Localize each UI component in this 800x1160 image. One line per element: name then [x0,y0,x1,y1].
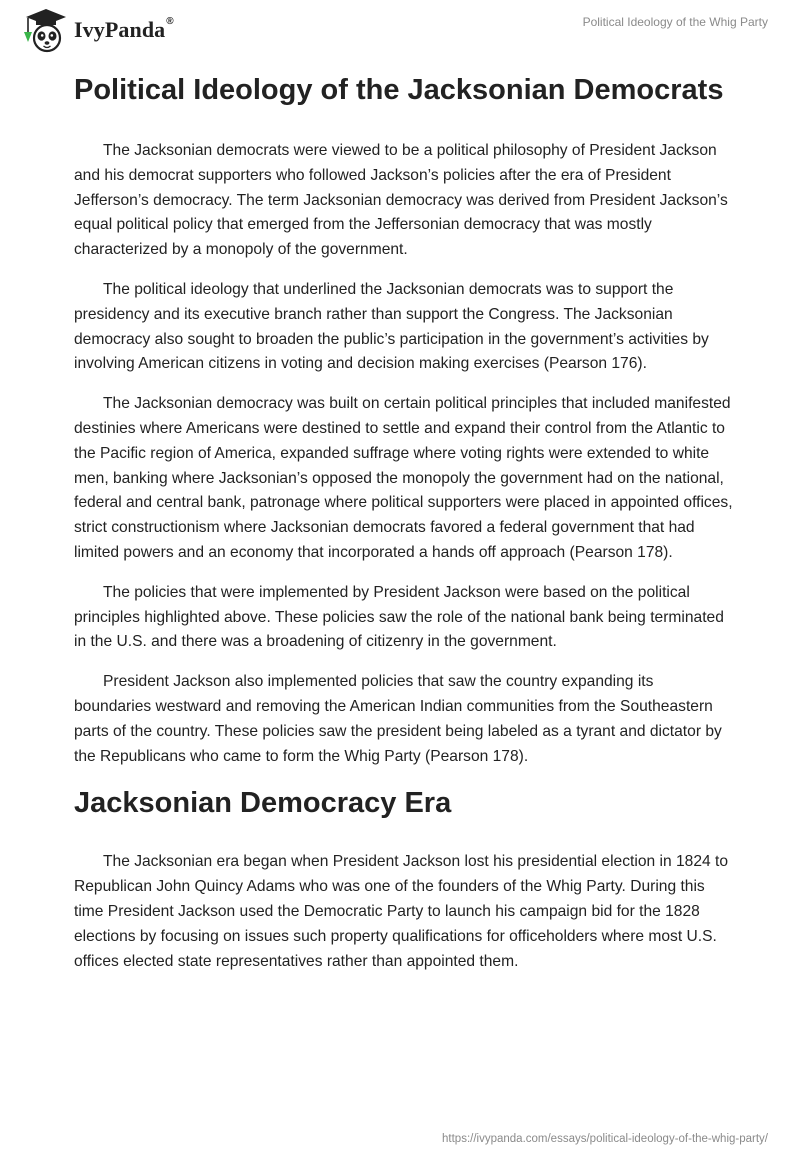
brand-logo[interactable] [14,6,174,54]
panda-graduate-icon [14,6,70,54]
paragraph: The Jacksonian democracy was built on certain political principles that included manifested destinies where Americans were destined to settle and expand their control from the Atlantic to the Pacific region of America, expanded suffrage where voting rights were extended to white men, banking where Jacksonian’s opposed the monopoly the government had on the national, federal and central bank, patronage where political supporters were placed in appointed offices, strict constructionism where Jacksonian democrats favored a federal government that had limited powers and an economy that incorporated a hands off approach (Pearson 178). [74,395,733,561]
essay-content [74,71,734,989]
section-jacksonian-democrats [74,71,734,769]
section-democracy-era [74,784,734,974]
paragraph: The Jacksonian democrats were viewed to be a political philosophy of President Jackson and his democrat supporters who followed Jackson’s policies after the era of President Jefferson’s democracy. The term Jacksonian democracy was derived from President Jackson’s equal political policy that emerged from the Jeffersonian democracy that was mostly characterized by a monopoly of the government. [74,142,728,259]
source-url[interactable]: https://ivypanda.com/essays/political-ideology-of-the-whig-party/ [442,1133,768,1145]
registered-mark: ® [166,15,174,27]
paragraph: President Jackson also implemented policies that saw the country expanding its boundaries westward and removing the American Indian communities from the Southeastern parts of the country. These policies saw the president being labeled as a tyrant and dictator by the Republicans who came to form the Whig Party (Pearson 178). [74,673,722,765]
paragraph: The Jacksonian era began when President Jackson lost his presidential election in 1824 to Republican John Quincy Adams who was one of the founders of the Whig Party. During this time President Jackson used the Democratic Party to launch his campaign bid for the 1828 elections by focusing on issues such property qualifications for officeholders where most U.S. offices elected state representatives rather than appointed them. [74,853,728,970]
page-header [0,0,800,60]
brand-name: IvyPanda [74,17,166,42]
section-title: Political Ideology of the Jacksonian Democrats [74,74,724,106]
paragraph: The political ideology that underlined the Jacksonian democrats was to support the presidency and its executive branch rather than support the Congress. The Jacksonian democracy also sought to broaden the public’s participation in the government’s activities by involving American citizens in voting and decision making exercises (Pearson 176). [74,280,709,373]
running-title: Political Ideology of the Whig Party [582,15,768,29]
section-title: Jacksonian Democracy Era [74,787,452,820]
paragraph: The policies that were implemented by President Jackson were based on the political principles highlighted above. These policies saw the role of the national bank being terminated in the U.S. and there was a broadening of citizenry in the government. [74,583,724,651]
